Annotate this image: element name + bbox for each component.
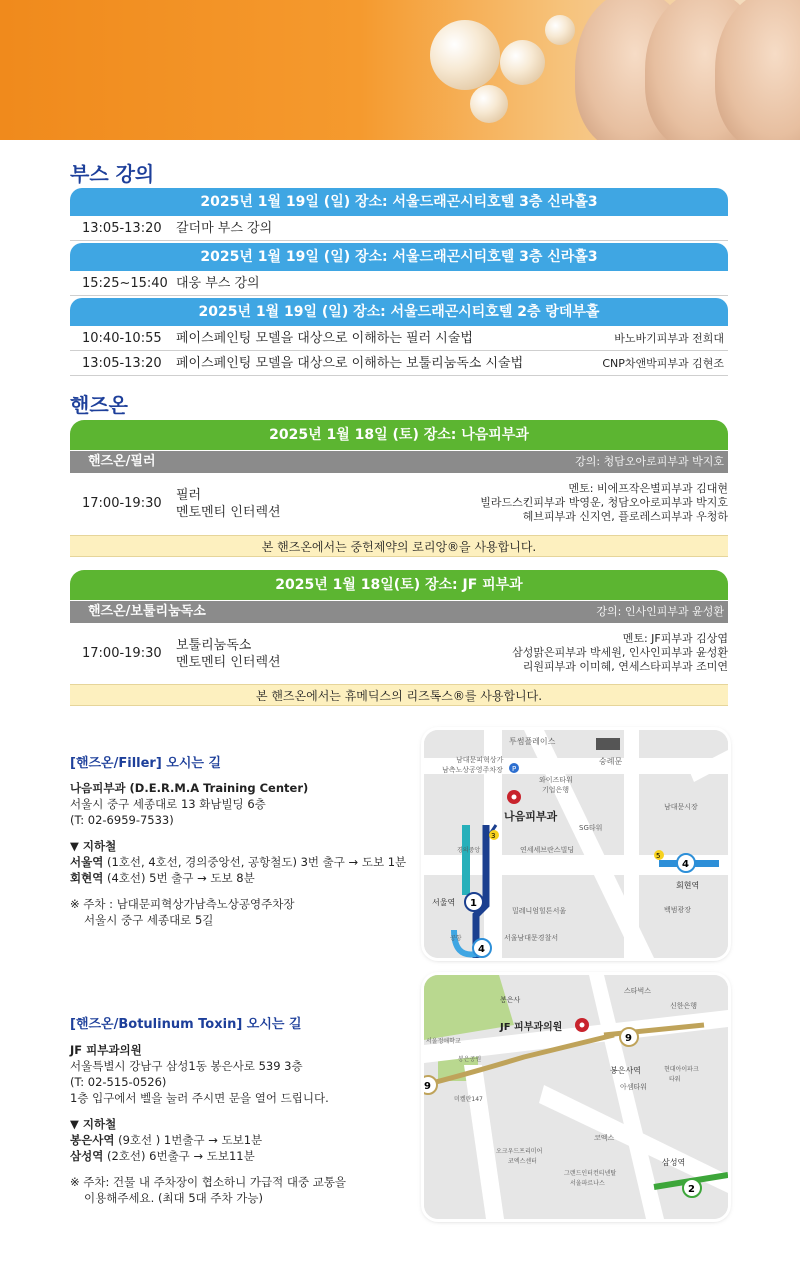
handson-header: 2025년 1월 18일 (토) 장소: 나음피부과 (70, 420, 728, 450)
map-naeum-clinic (424, 730, 728, 958)
map-label: 밀레니엄힐튼서울 (512, 907, 567, 915)
parking-line: 서울시 중구 세종대로 5길 (84, 913, 214, 927)
map-label: 기업은행 (542, 786, 570, 794)
handson-title-line: 보툴리눔독소 (176, 638, 252, 653)
handson-time: 17:00-19:30 (82, 496, 162, 511)
subway-title: ▼ 지하철 (70, 839, 117, 853)
handson-mentors (512, 632, 728, 674)
parking-line: ※ 주차: 건물 내 주차장이 협소하니 가급적 대중 교통을 (70, 1175, 347, 1189)
map-label: 경의중앙 (457, 847, 481, 854)
handson-category: 핸즈온/필러 (88, 454, 156, 469)
session-title: 페이스페인팅 모델을 대상으로 이해하는 필러 시술법 (176, 331, 473, 346)
handson-lecturer: 강의: 청담오아로피부과 박지호 (575, 455, 724, 468)
mentor-line: 빌라드스킨피부과 박영운, 청담오아로피부과 박지호 (480, 496, 728, 509)
handson-header: 2025년 1월 18일(토) 장소: JF 피부과 (70, 570, 728, 600)
svg-text:P: P (512, 765, 517, 773)
address-line: 서울특별시 강남구 삼성1동 봉은사로 539 3층 (70, 1059, 303, 1073)
map-jf-clinic (424, 975, 728, 1219)
map-label: 봉은사 (500, 996, 521, 1004)
map-label: 코엑스센터 (508, 1158, 537, 1165)
mentor-line: 멘토: JF피부과 김상엽 (622, 632, 728, 645)
parking-line: ※ 주차 : 남대문피혁상가남측노상공영주차장 (70, 897, 295, 911)
map-label: 스타벅스 (624, 987, 652, 995)
molecule-decoration (545, 15, 575, 45)
mentor-line: 헤브피부과 신지연, 플로레스피부과 우청하 (522, 510, 728, 523)
map-label: 봉은공원 (458, 1056, 482, 1063)
address-line: 서울시 중구 세종대로 13 화남빌딩 6층 (70, 797, 266, 811)
station-name: 봉은사역 (70, 1133, 115, 1147)
map-label: 오크우드프리미어 (496, 1148, 543, 1155)
exit-number: 3 (491, 832, 496, 840)
booth-section-title: 부스 강의 (70, 162, 155, 186)
handson-title-line: 멘토멘티 인터렉션 (176, 655, 281, 670)
station-detail: (9호선 ) 1번출구 → 도보1분 (114, 1133, 263, 1147)
station-number: 9 (424, 1081, 431, 1092)
station-number: 4 (478, 944, 485, 955)
map-label: 투썸플레이스 (509, 737, 556, 746)
station-name: 회현역 (70, 871, 104, 885)
map-label: 회현역 (676, 881, 700, 890)
session-time: 10:40-10:55 (82, 331, 162, 346)
map-label: 아셈타워 (620, 1083, 648, 1091)
booth-block-header: 2025년 1월 19일 (일) 장소: 서울드래곤시티호텔 3층 신라홀3 (70, 243, 728, 271)
station-detail: (2호선) 6번출구 → 도보11분 (103, 1149, 255, 1163)
map-label: 봉은사역 (610, 1066, 641, 1075)
subway-line (70, 1148, 346, 1164)
map-label: 남측노상공영주차장 (442, 766, 503, 774)
booth-row (70, 217, 728, 241)
session-speaker: CNP차앤박피부과 김현조 (602, 357, 724, 370)
session-time: 13:05-13:20 (82, 356, 162, 371)
map-label: 남대문피혁상가 (456, 756, 504, 764)
molecule-decoration (470, 85, 508, 123)
molecule-decoration (430, 20, 500, 90)
handson-section-title: 핸즈온 (70, 393, 128, 417)
handson-title (176, 487, 281, 521)
handson-note: 본 핸즈온에서는 휴메딕스의 리즈톡스®를 사용합니다. (70, 684, 728, 706)
booth-row (70, 327, 728, 351)
clinic-name: 나음피부과 (D.E.R.M.A Training Center) (70, 781, 309, 795)
subway-line (70, 854, 406, 870)
molecule-decoration (500, 40, 545, 85)
mentor-line: 리원피부과 이미혜, 연세스타피부과 조미연 (522, 660, 728, 673)
map-label: 숭례문 (599, 757, 623, 766)
handson-mentors (480, 482, 728, 524)
booth-block-header: 2025년 1월 19일 (일) 장소: 서울드래곤시티호텔 3층 신라홀3 (70, 188, 728, 216)
handson-note: 본 핸즈온에서는 중헌제약의 로리앙®을 사용합니다. (70, 535, 728, 557)
handson-category: 핸즈온/보툴리눔독소 (88, 604, 206, 619)
map-label: 미켈란147 (454, 1096, 483, 1103)
directions-body (70, 780, 406, 928)
booth-block-header: 2025년 1월 19일 (일) 장소: 서울드래곤시티호텔 2층 랑데부홀 (70, 298, 728, 326)
exit-number: 5 (656, 852, 661, 860)
station-name: 서울역 (70, 855, 104, 869)
map-label-clinic: JF 피부과의원 (500, 1022, 563, 1033)
header-banner (0, 0, 800, 140)
station-detail: (4호선) 5번 출구 → 도보 8분 (103, 871, 255, 885)
map-label: 현대아이파크 (664, 1066, 699, 1073)
handson-title-line: 멘토멘티 인터렉션 (176, 505, 281, 520)
parking-line: 이용해주세요. (최대 5대 주차 가능) (84, 1191, 263, 1205)
handson-time: 17:00-19:30 (82, 646, 162, 661)
subway-title: ▼ 지하철 (70, 1117, 117, 1131)
session-speaker: 바노바기피부과 전희대 (614, 332, 724, 345)
handson-title (176, 637, 281, 671)
session-title: 갈더마 부스 강의 (176, 221, 273, 236)
map-label: 타워 (669, 1076, 681, 1083)
booth-row (70, 272, 728, 296)
station-name: 삼성역 (70, 1149, 104, 1163)
map-label: 백범광장 (664, 906, 692, 914)
map-label: 서울정애학교 (426, 1038, 461, 1045)
map-label: 코엑스 (594, 1134, 615, 1142)
station-number: 9 (625, 1033, 632, 1044)
face-image (715, 0, 800, 140)
clinic-name: JF 피부과의원 (70, 1043, 142, 1057)
map-label: SG타워 (579, 824, 603, 832)
session-title: 대웅 부스 강의 (176, 276, 260, 291)
map-label: 서울남대문경찰서 (504, 934, 559, 942)
subway-line (70, 1132, 346, 1148)
directions-heading: [핸즈온/Botulinum Toxin] 오시는 길 (70, 1017, 302, 1032)
station-number: 4 (682, 859, 689, 870)
map-label: 서울파르나스 (570, 1180, 605, 1187)
map-label: 신한은행 (670, 1002, 698, 1010)
address-note: 1층 입구에서 벨을 눌러 주시면 문을 열어 드립니다. (70, 1091, 329, 1105)
subway-line (70, 870, 406, 886)
booth-row (70, 352, 728, 376)
phone-line: (T: 02-515-0526) (70, 1075, 167, 1089)
mentor-line: 삼성맑은피부과 박세원, 인사인피부과 윤성환 (512, 646, 728, 659)
directions-heading: [핸즈온/Filler] 오시는 길 (70, 756, 222, 771)
map-label: 서울역 (432, 898, 456, 907)
session-time: 13:05-13:20 (82, 221, 162, 236)
session-time: 15:25~15:40 (82, 276, 168, 291)
map-label: 남대문시장 (664, 803, 698, 811)
mentor-line: 멘토: 비에프작은별피부과 김대현 (568, 482, 728, 495)
handson-category-bar (70, 451, 728, 473)
handson-category-bar (70, 601, 728, 623)
station-number: 1 (470, 898, 477, 909)
map-label: 와이즈타워 (539, 776, 573, 784)
map-label: 삼성역 (662, 1158, 686, 1167)
station-detail: (1호선, 4호선, 경의중앙선, 공항철도) 3번 출구 → 도보 1분 (103, 855, 407, 869)
station-number: 2 (688, 1184, 695, 1195)
handson-lecturer: 강의: 인사인피부과 윤성환 (596, 605, 724, 618)
map-label: 그랜드인터컨티넨탈 (564, 1170, 617, 1177)
session-title: 페이스페인팅 모델을 대상으로 이해하는 보툴리눔독소 시술법 (176, 356, 524, 371)
map-label: 공항 (450, 935, 462, 942)
phone-line: (T: 02-6959-7533) (70, 813, 174, 827)
handson-title-line: 필러 (176, 488, 202, 503)
directions-body (70, 1042, 346, 1206)
map-label: 연세세브란스빌딩 (520, 846, 575, 854)
map-label-clinic: 나음피부과 (504, 810, 558, 823)
